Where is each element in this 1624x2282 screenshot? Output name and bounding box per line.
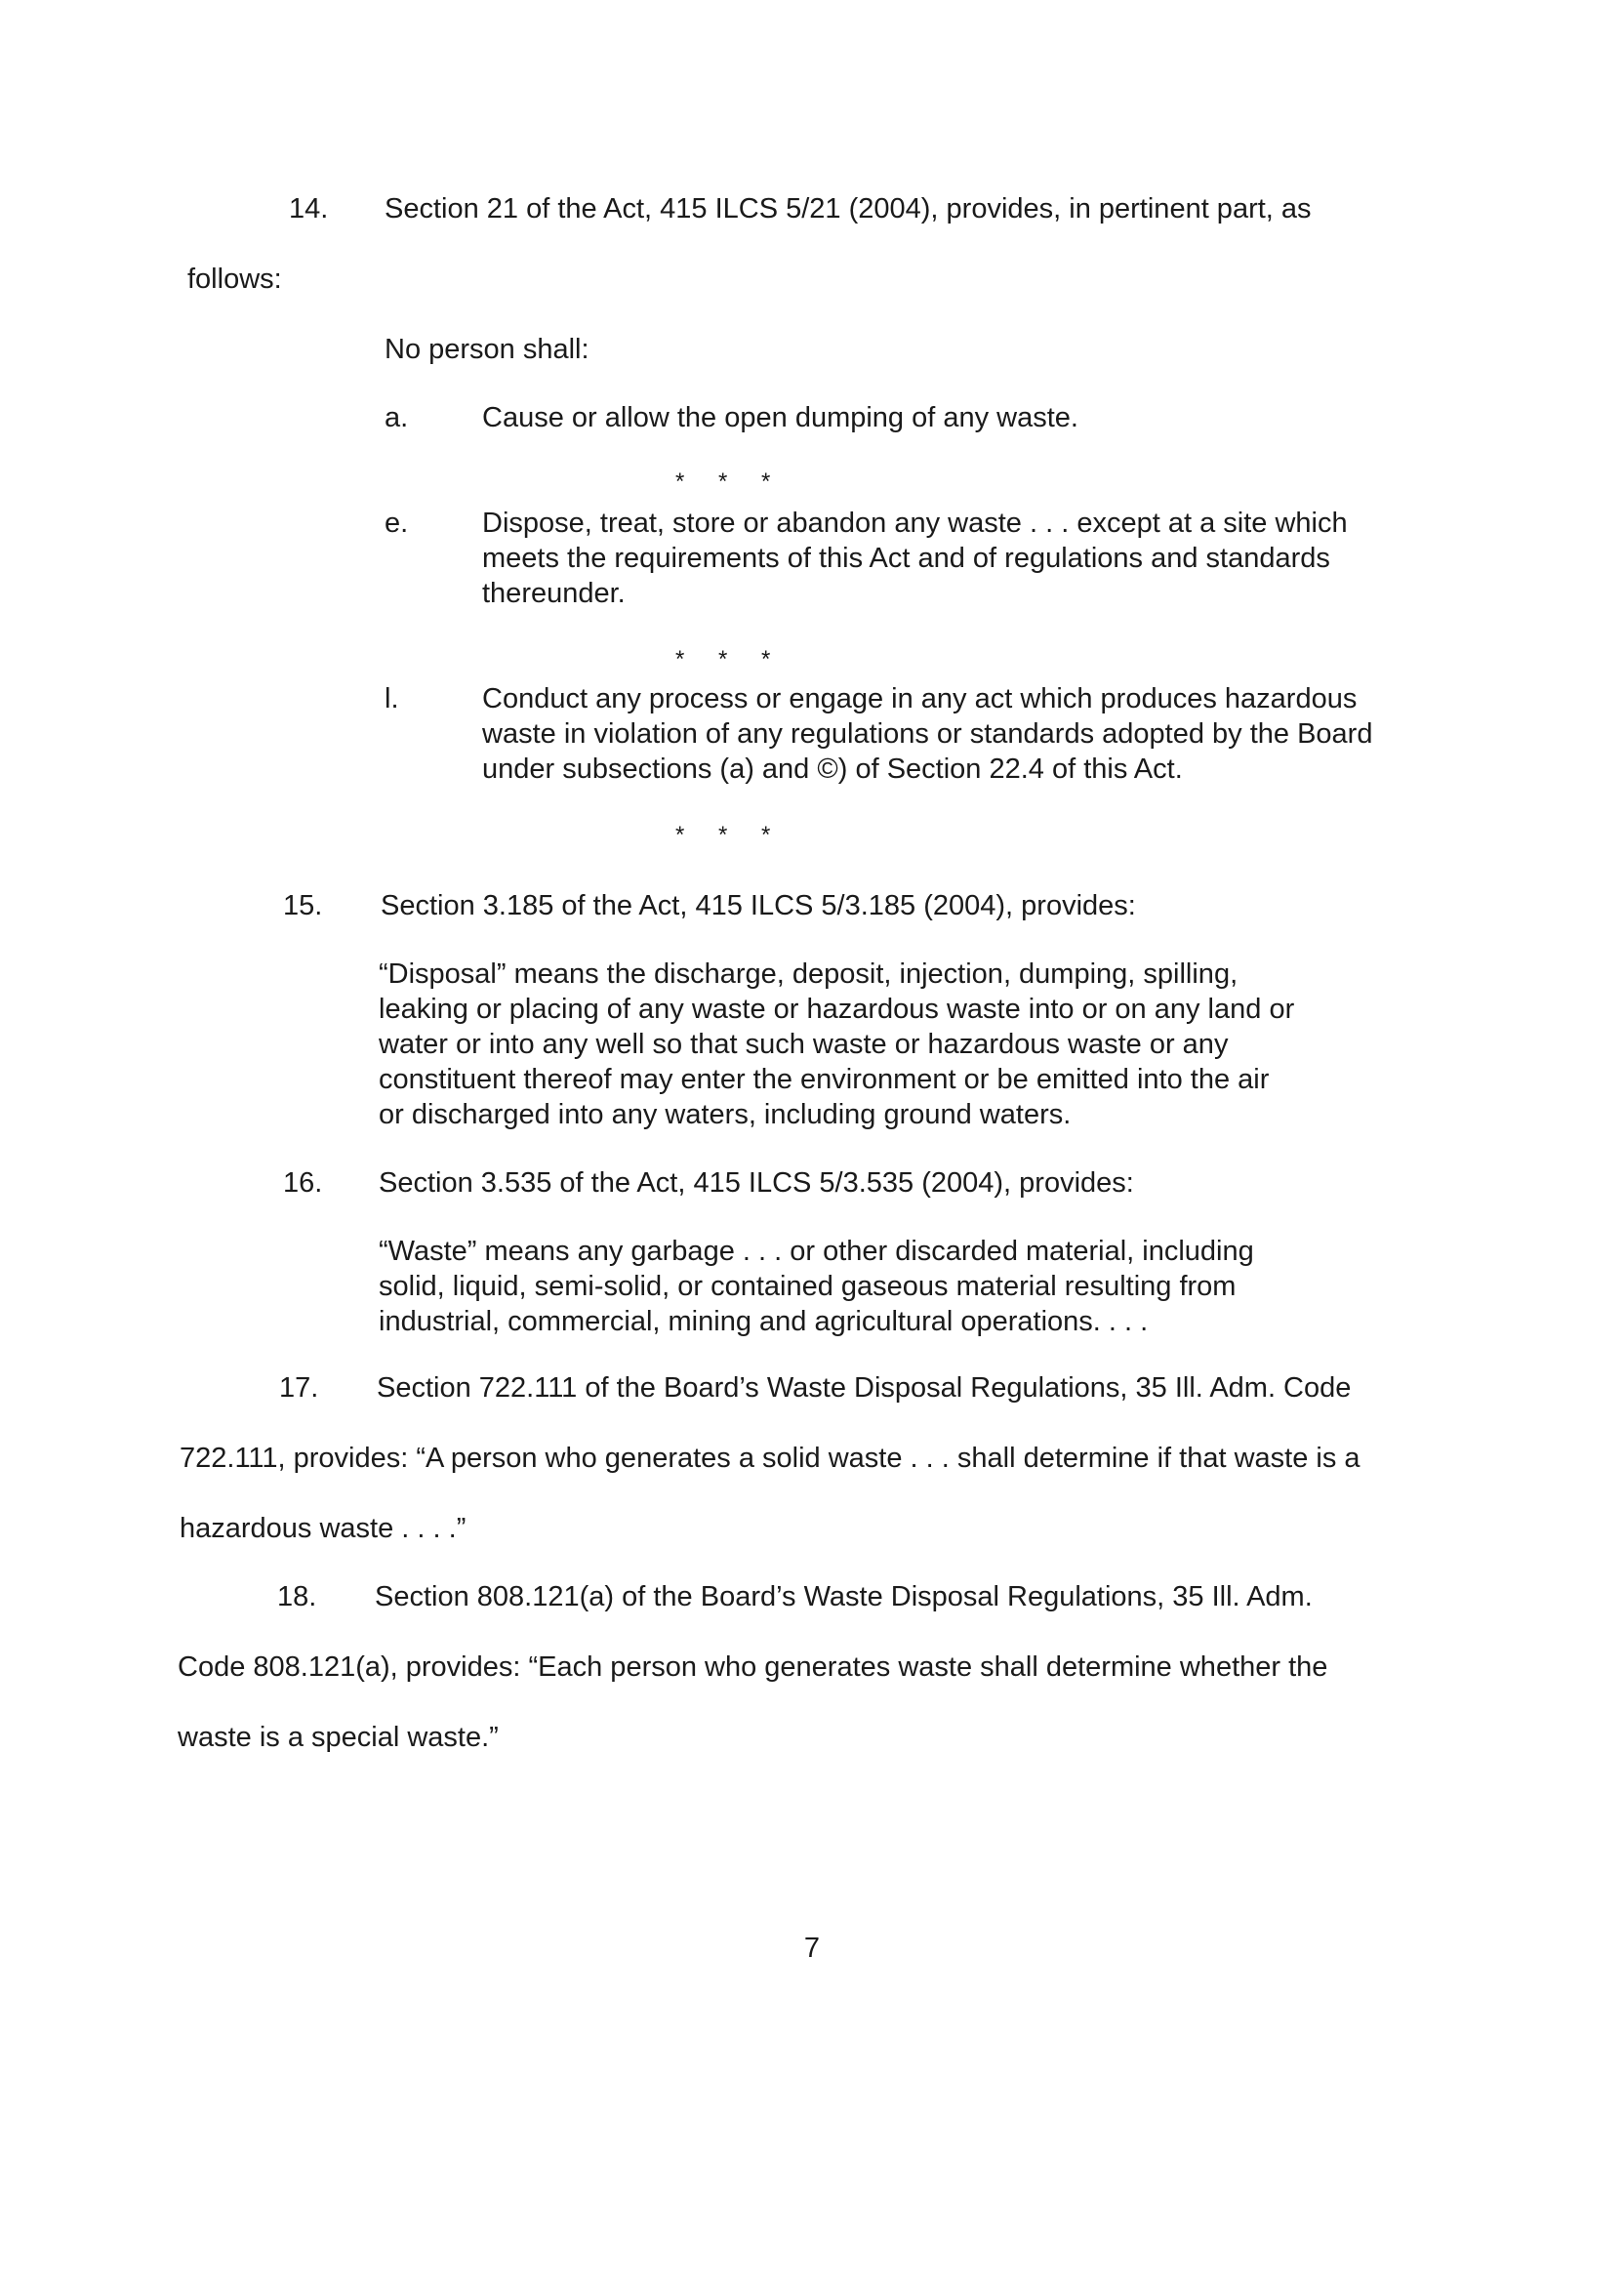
paragraph-18-number: 18. bbox=[277, 1581, 317, 1612]
paragraph-14-line-2: follows: bbox=[187, 264, 282, 295]
paragraph-16-quote-line-2: solid, liquid, semi-solid, or contained gaseous material resulting from bbox=[379, 1271, 1237, 1302]
paragraph-18-line-1: Section 808.121(a) of the Board’s Waste Disposal Regulations, 35 Ill. Adm. bbox=[375, 1581, 1313, 1612]
paragraph-14-number: 14. bbox=[289, 193, 329, 224]
paragraph-15-quote-line-5: or discharged into any waters, including ground waters. bbox=[379, 1099, 1072, 1130]
paragraph-17-line-2: 722.111, provides: “A person who generates a solid waste . . . shall determine if that waste is a bbox=[180, 1443, 1360, 1474]
paragraph-16-quote-line-1: “Waste” means any garbage . . . or other discarded material, including bbox=[379, 1236, 1254, 1267]
item-l-letter: l. bbox=[385, 683, 399, 714]
paragraph-15-line-1: Section 3.185 of the Act, 415 ILCS 5/3.185 (2004), provides: bbox=[381, 890, 1136, 921]
paragraph-17-line-1: Section 722.111 of the Board’s Waste Disposal Regulations, 35 Ill. Adm. Code bbox=[377, 1372, 1352, 1404]
paragraph-18-line-3: waste is a special waste.” bbox=[178, 1722, 499, 1753]
paragraph-15-quote bbox=[379, 957, 1294, 1132]
paragraph-15-quote-line-3: water or into any well so that such waste or hazardous waste or any bbox=[379, 1029, 1229, 1060]
item-e-text bbox=[482, 506, 1348, 611]
item-e-line-3: thereunder. bbox=[482, 578, 626, 609]
item-e-letter: e. bbox=[385, 508, 409, 539]
paragraph-14-line-1: Section 21 of the Act, 415 ILCS 5/21 (2004), provides, in pertinent part, as bbox=[385, 193, 1312, 224]
paragraph-16-line-1: Section 3.535 of the Act, 415 ILCS 5/3.535 (2004), provides: bbox=[379, 1167, 1134, 1199]
paragraph-15-quote-line-2: leaking or placing of any waste or hazardous waste into or on any land or bbox=[379, 994, 1295, 1025]
item-l-text bbox=[482, 681, 1372, 787]
paragraph-17-number: 17. bbox=[279, 1372, 319, 1404]
paragraph-15-quote-line-4: constituent thereof may enter the environment or be emitted into the air bbox=[379, 1064, 1270, 1095]
paragraph-15-number: 15. bbox=[283, 890, 323, 921]
ellipsis-stars-3: * * * bbox=[675, 822, 785, 848]
item-l-line-1: Conduct any process or engage in any act which produces hazardous bbox=[482, 683, 1358, 714]
item-a-line-1: Cause or allow the open dumping of any waste. bbox=[482, 402, 1078, 433]
item-l-line-2: waste in violation of any regulations or standards adopted by the Board bbox=[482, 718, 1373, 750]
paragraph-16-quote-line-3: industrial, commercial, mining and agricultural operations. . . . bbox=[379, 1306, 1149, 1337]
item-a-letter: a. bbox=[385, 402, 409, 433]
paragraph-17-line-3: hazardous waste . . . .” bbox=[180, 1513, 467, 1544]
paragraph-15-quote-line-1: “Disposal” means the discharge, deposit, injection, dumping, spilling, bbox=[379, 958, 1238, 990]
item-e-line-2: meets the requirements of this Act and of regulations and standards bbox=[482, 543, 1330, 574]
item-e-line-1: Dispose, treat, store or abandon any waste . . . except at a site which bbox=[482, 508, 1348, 539]
paragraph-16-number: 16. bbox=[283, 1167, 323, 1199]
page-number: 7 bbox=[803, 1933, 821, 1964]
item-a-text bbox=[482, 400, 1078, 435]
ellipsis-stars-2: * * * bbox=[675, 646, 785, 672]
quote-intro: No person shall: bbox=[385, 334, 589, 365]
paragraph-16-quote bbox=[379, 1234, 1254, 1339]
paragraph-18-line-2: Code 808.121(a), provides: “Each person who generates waste shall determine whether the bbox=[178, 1651, 1328, 1683]
ellipsis-stars-1: * * * bbox=[675, 469, 785, 495]
item-l-line-3: under subsections (a) and ©) of Section 22.4 of this Act. bbox=[482, 754, 1183, 785]
